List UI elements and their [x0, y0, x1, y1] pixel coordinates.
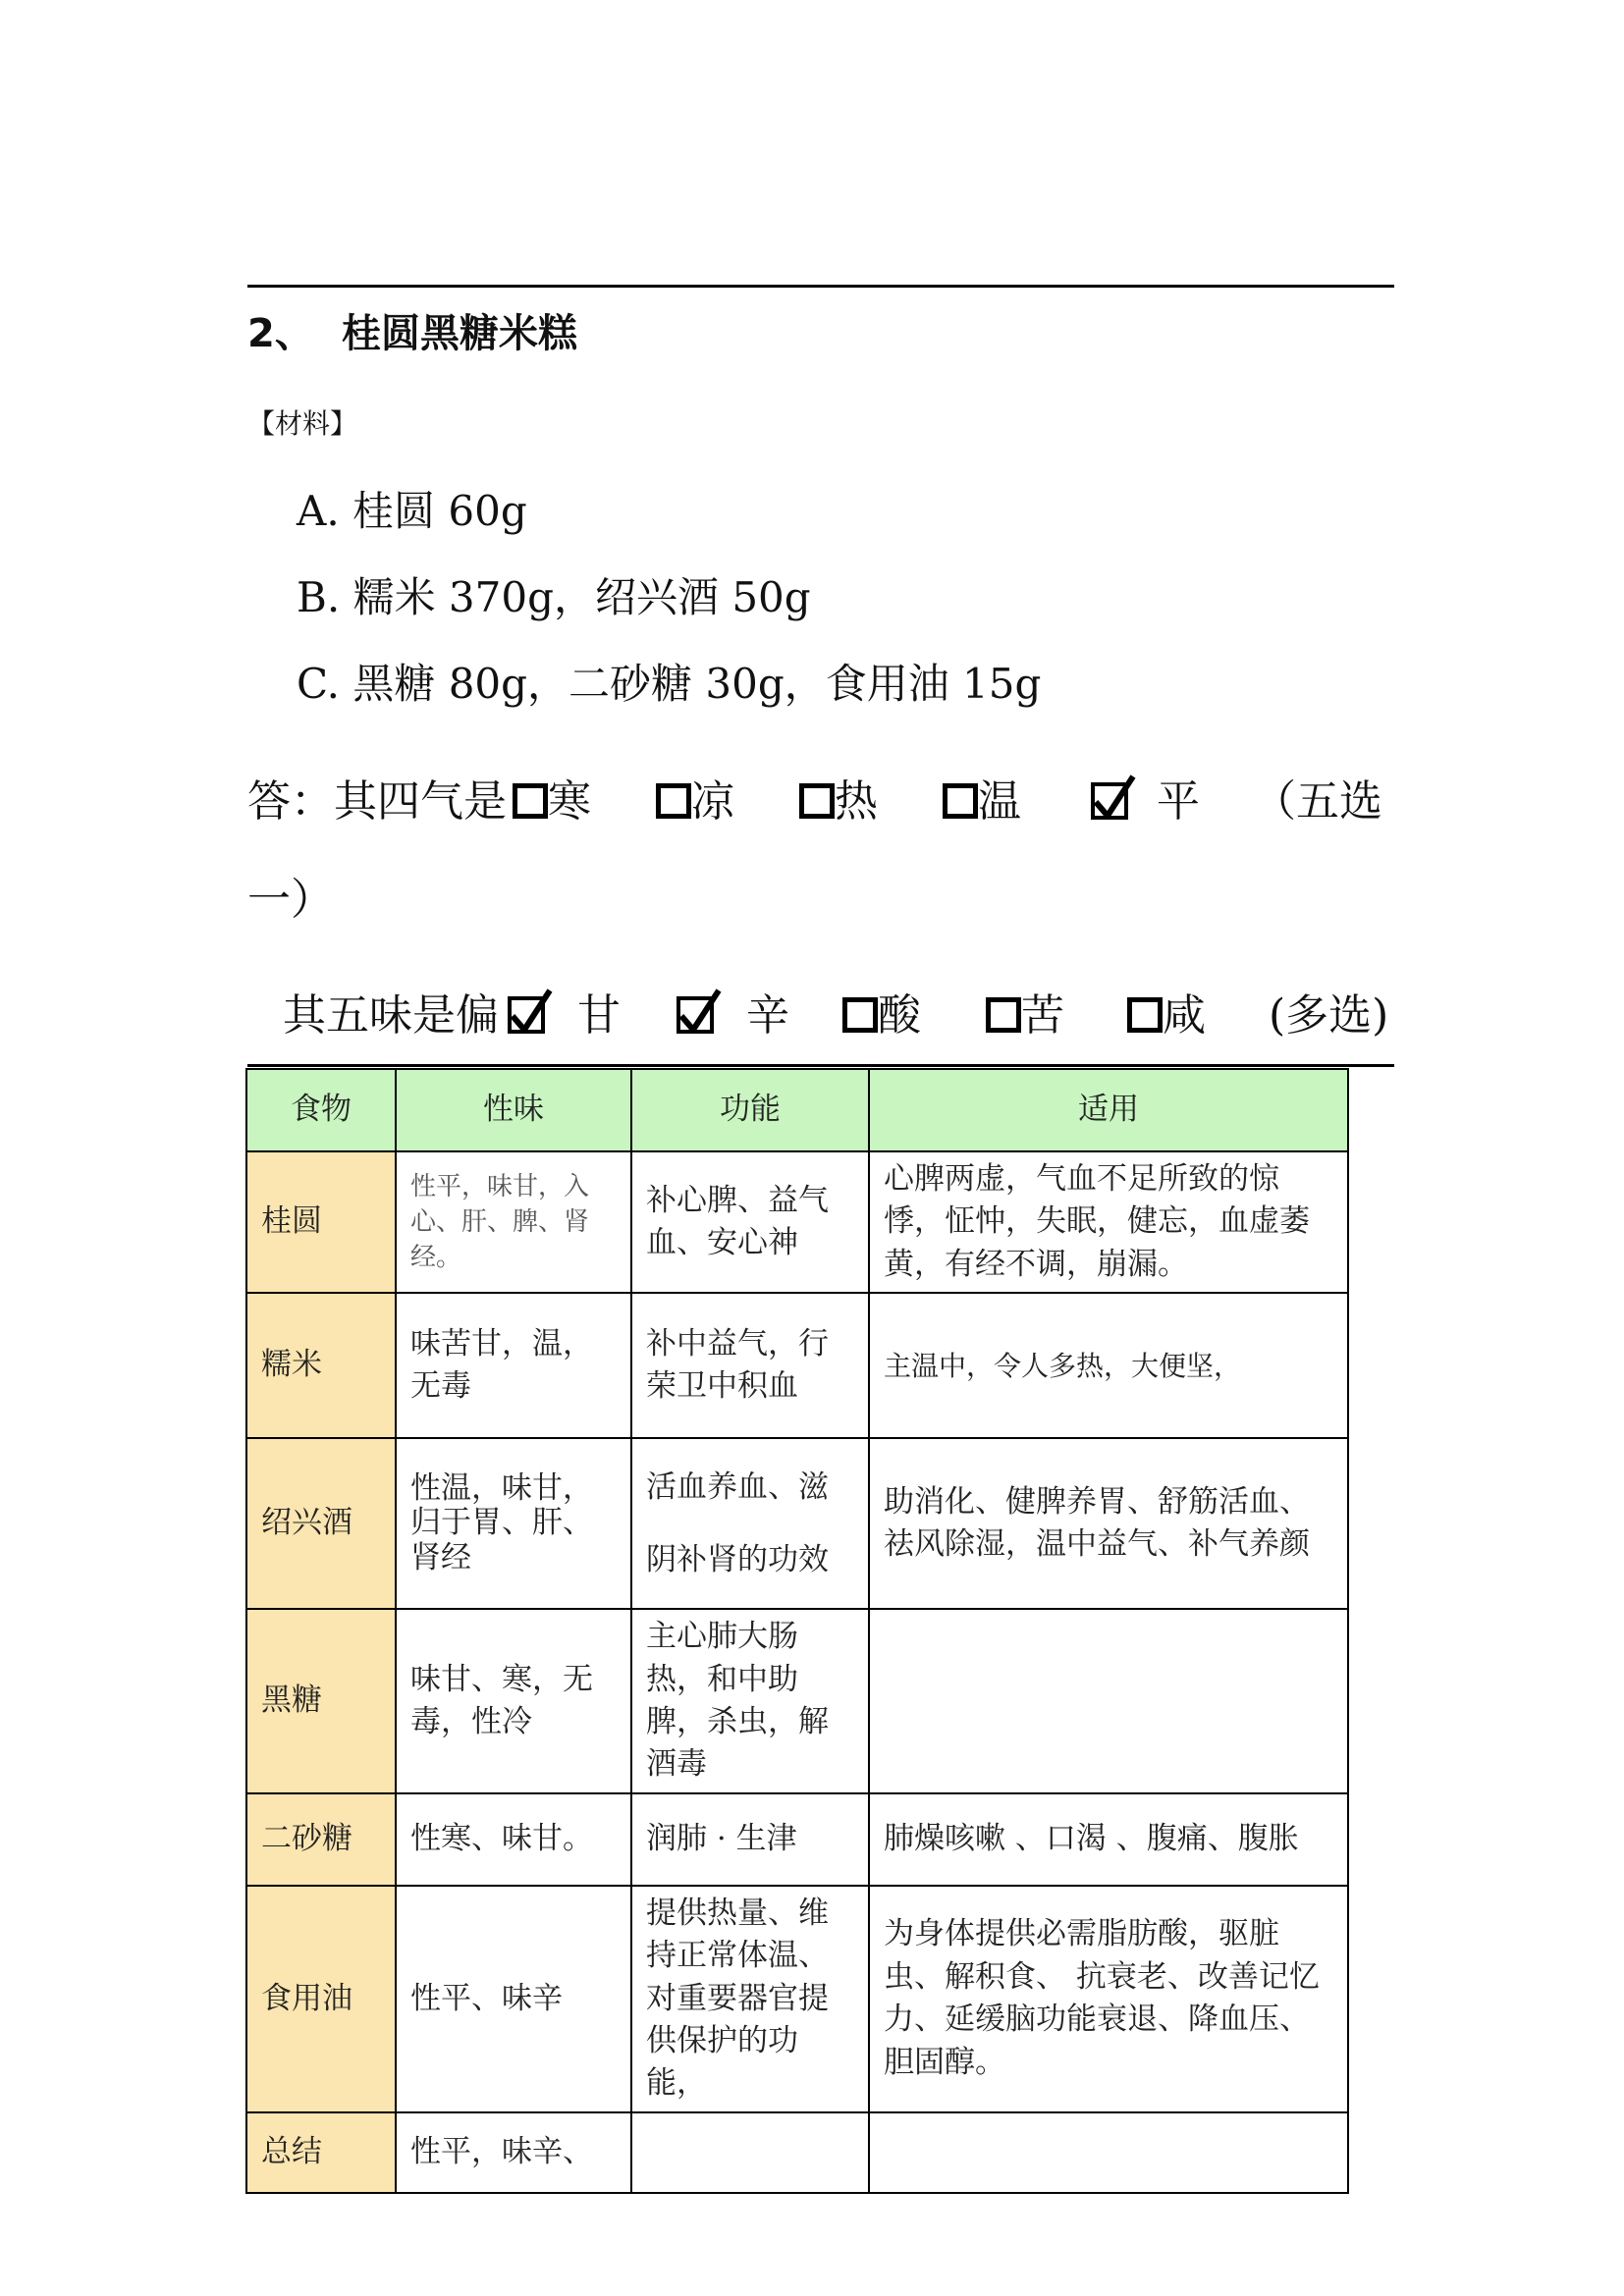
- table-row: [246, 1151, 1348, 1293]
- five-flavors-prefix: 其五味是偏: [283, 990, 499, 1041]
- checked-box-icon[interactable]: [507, 987, 554, 1036]
- ingredient-table: [245, 1068, 1349, 2194]
- table-row: [246, 1793, 1348, 1886]
- table-cell-function: [631, 2112, 869, 2193]
- table-header-row: [246, 1069, 1348, 1151]
- ingredient-c: C. 黑糖 80g，二砂糖 30g，食用油 15g: [297, 660, 1042, 708]
- ingredient-a: A. 桂圆 60g: [297, 487, 527, 535]
- table-cell-function: 主心肺大肠热，和中助脾，杀虫，解酒毒: [631, 1609, 869, 1793]
- table-cell-usage: 为身体提供必需脂肪酸，驱脏虫、解积食、 抗衰老、改善记忆力、延缓脑功能衰退、降血压、胆固醇。: [869, 1886, 1348, 2112]
- table-cell-usage: [869, 2112, 1348, 2193]
- table-header: 功能: [631, 1069, 869, 1151]
- table-header: 性味: [396, 1069, 631, 1151]
- qi-option-label: 寒: [548, 776, 591, 827]
- checked-box-icon[interactable]: [1090, 773, 1137, 822]
- qi-option-hot[interactable]: [799, 766, 878, 828]
- five-flavors-note: (多选): [1269, 990, 1389, 1041]
- table-cell-nature: 味苦甘，温，无毒: [396, 1293, 631, 1438]
- table-cell-nature: 性温，味甘，归于胃、肝、肾经: [396, 1438, 631, 1609]
- section-title-text: 桂圆黑糖米糕: [342, 311, 577, 356]
- table-cell-function: 补心脾、益气血、安心神: [631, 1151, 869, 1293]
- flavor-option-bitter[interactable]: [986, 980, 1064, 1042]
- unchecked-box-icon[interactable]: [943, 783, 978, 819]
- ingredient-b: B. 糯米 370g，绍兴酒 50g: [297, 573, 811, 621]
- section-title: [247, 302, 577, 358]
- unchecked-box-icon[interactable]: [656, 783, 691, 819]
- qi-option-cool[interactable]: [656, 766, 734, 828]
- qi-option-cold[interactable]: [513, 766, 591, 828]
- table-cell-function: 活血养血、滋阴补肾的功效: [631, 1438, 869, 1609]
- section-number: 2、: [247, 311, 314, 356]
- table-header: 适用: [869, 1069, 1348, 1151]
- four-qi-prefix: 答：其四气是: [247, 776, 507, 827]
- table-cell-food: 桂圆: [246, 1151, 396, 1293]
- flavor-option-pungent[interactable]: [676, 980, 789, 1043]
- table-cell-food: 黑糖: [246, 1609, 396, 1793]
- qi-option-label: 平: [1157, 776, 1200, 827]
- table-cell-usage: 助消化、健脾养胃、舒筋活血、祛风除湿，温中益气、补气养颜: [869, 1438, 1348, 1609]
- table-cell-nature: 性寒、味甘。: [396, 1793, 631, 1886]
- materials-label: 【材料】: [247, 407, 358, 440]
- table-cell-nature: 味甘、寒，无毒，性冷: [396, 1609, 631, 1793]
- table-cell-usage: 心脾两虚，气血不足所致的惊悸，怔忡，失眠，健忘，血虚萎黄，有经不调，崩漏。: [869, 1151, 1348, 1293]
- table-cell-food: 糯米: [246, 1293, 396, 1438]
- unchecked-box-icon[interactable]: [986, 997, 1021, 1033]
- table-cell-usage: 肺燥咳嗽 、口渴 、腹痛、腹胀: [869, 1793, 1348, 1886]
- flavor-option-salty[interactable]: [1127, 980, 1206, 1042]
- unchecked-box-icon[interactable]: [513, 783, 548, 819]
- flavor-option-label: 甘: [577, 990, 621, 1041]
- table-row: [246, 1293, 1348, 1438]
- flavor-option-label: 酸: [878, 990, 921, 1041]
- four-qi-note: （五选: [1253, 776, 1382, 827]
- table-cell-usage: [869, 1609, 1348, 1793]
- unchecked-box-icon[interactable]: [842, 997, 878, 1033]
- table-cell-function: 提供热量、维持正常体温、对重要器官提供保护的功能，: [631, 1886, 869, 2112]
- table-header: 食物: [246, 1069, 396, 1151]
- table-cell-food: 食用油: [246, 1886, 396, 2112]
- flavor-option-sour[interactable]: [842, 980, 921, 1042]
- top-rule: [247, 285, 1394, 288]
- table-row: [246, 1438, 1348, 1609]
- flavor-option-label: 辛: [746, 990, 789, 1041]
- table-cell-function: 补中益气，行荣卫中积血: [631, 1293, 869, 1438]
- unchecked-box-icon[interactable]: [799, 783, 835, 819]
- qi-option-label: 温: [978, 776, 1021, 827]
- qi-option-neutral[interactable]: [1090, 766, 1200, 829]
- table-cell-function: 润肺 · 生津: [631, 1793, 869, 1886]
- table-row: [246, 1886, 1348, 2112]
- qi-option-warm[interactable]: [943, 766, 1021, 828]
- table-row: [246, 1609, 1348, 1793]
- table-cell-food: 绍兴酒: [246, 1438, 396, 1609]
- qi-option-label: 热: [835, 776, 878, 827]
- table-cell-usage: 主温中，令人多热，大便坚，: [869, 1293, 1348, 1438]
- table-cell-food: 总结: [246, 2112, 396, 2193]
- flavor-option-label: 苦: [1021, 990, 1064, 1041]
- flavor-option-sweet[interactable]: [507, 980, 621, 1043]
- table-cell-food: 二砂糖: [246, 1793, 396, 1886]
- table-row: [246, 2112, 1348, 2193]
- unchecked-box-icon[interactable]: [1127, 997, 1163, 1033]
- qi-option-label: 凉: [691, 776, 734, 827]
- bottom-rule: [247, 1064, 1394, 1067]
- checked-box-icon[interactable]: [676, 987, 723, 1036]
- table-cell-nature: 性平，味甘，入心、肝、脾、肾经。: [396, 1151, 631, 1293]
- four-qi-note-cont: 一）: [247, 875, 334, 925]
- table-cell-nature: 性平，味辛、: [396, 2112, 631, 2193]
- flavor-option-label: 咸: [1163, 990, 1206, 1041]
- table-cell-nature: 性平、味辛: [396, 1886, 631, 2112]
